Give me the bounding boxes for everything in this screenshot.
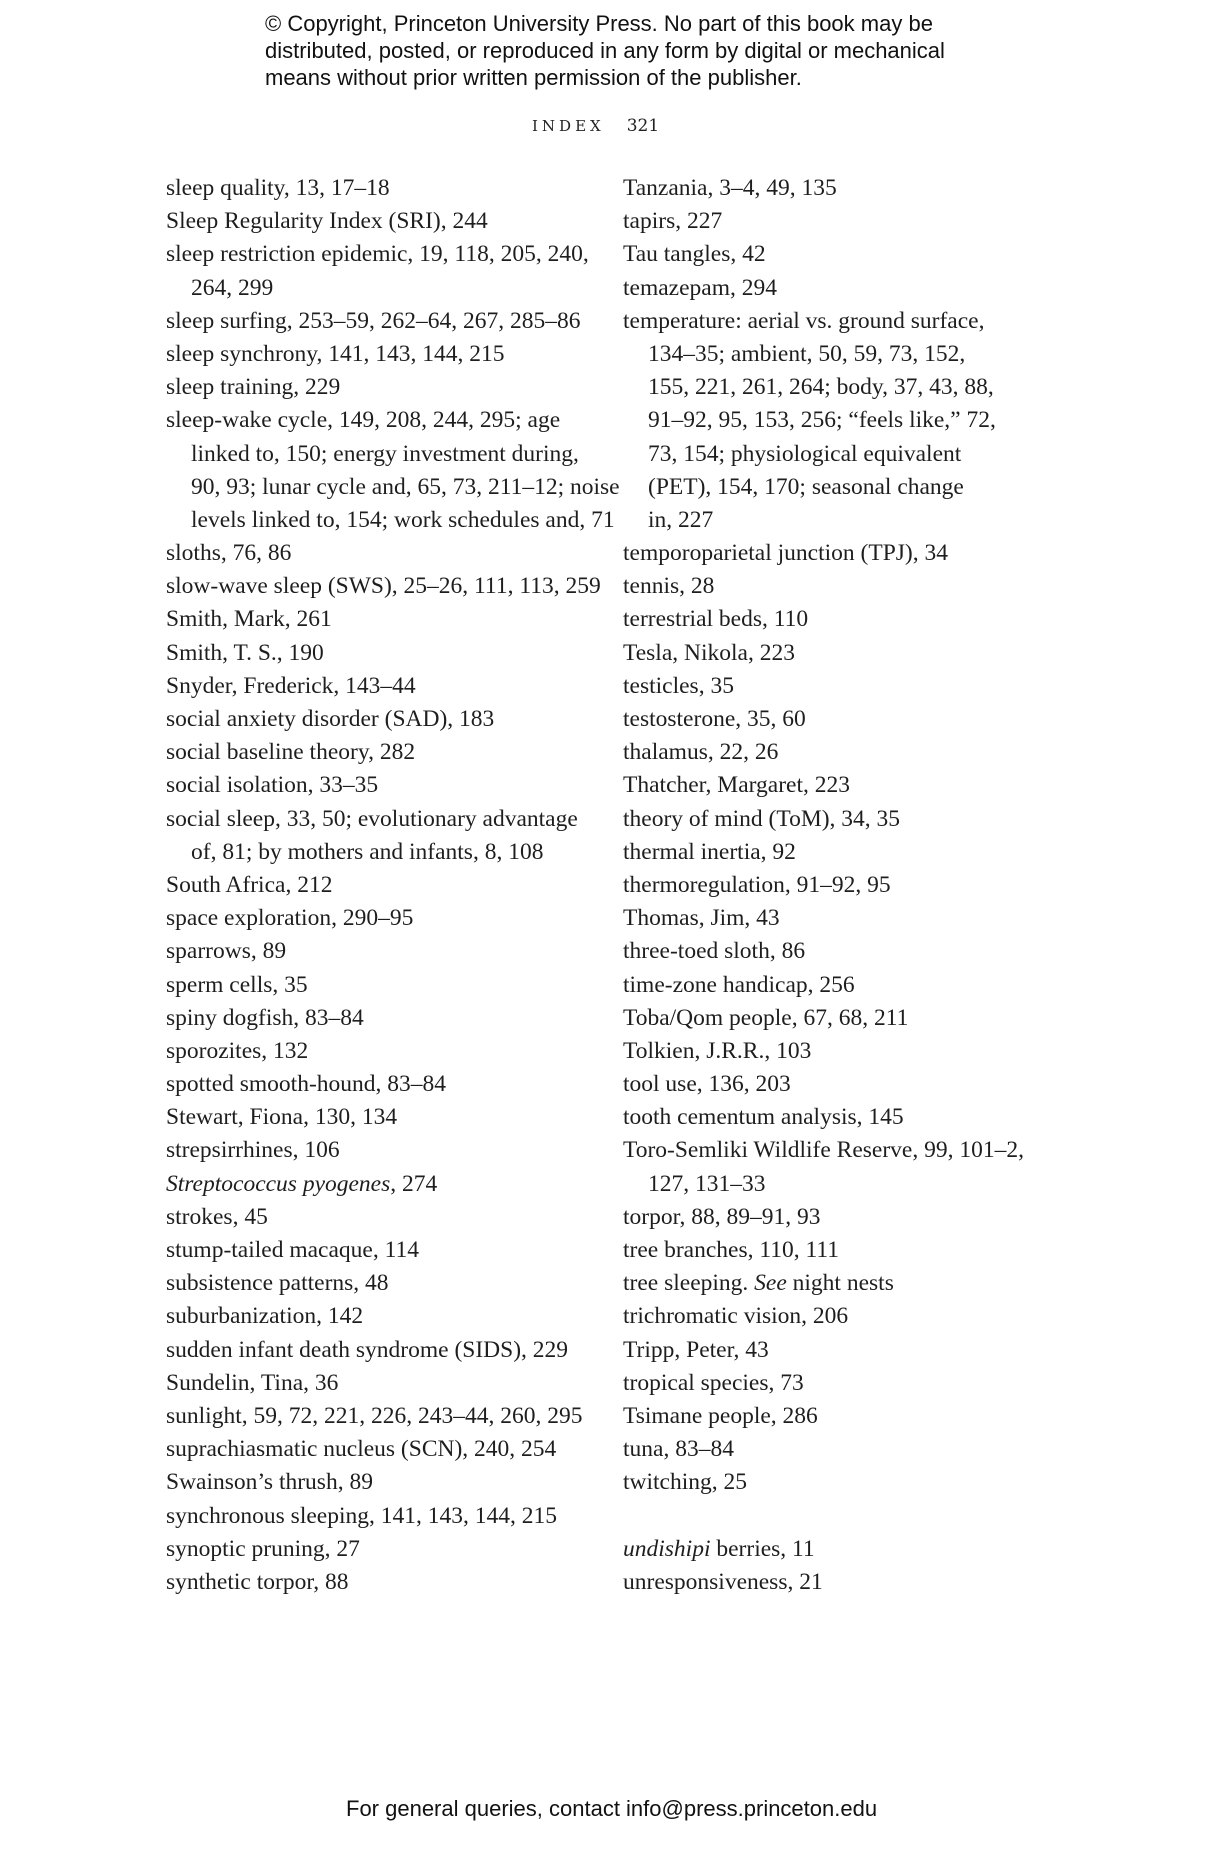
index-entry xyxy=(623,537,1053,570)
running-head-label: INDEX xyxy=(532,117,605,135)
index-entry xyxy=(166,902,596,935)
index-entry-text: temporoparietal junction (TPJ), 34 xyxy=(623,540,949,567)
index-entry xyxy=(166,935,596,968)
index-entry xyxy=(166,438,596,471)
index-entry-text: terrestrial beds, 110 xyxy=(623,606,809,633)
index-entry-text: Tolkien, J.R.R., 103 xyxy=(623,1037,812,1064)
index-entry xyxy=(166,404,596,437)
index-entry-text: Tsimane people, 286 xyxy=(623,1402,818,1429)
index-entry xyxy=(166,670,596,703)
index-entry xyxy=(166,1002,596,1035)
index-entry-text: Tanzania, 3–4, 49, 135 xyxy=(623,175,837,201)
index-entry xyxy=(166,1300,596,1333)
copyright-line: © Copyright, Princeton University Press. No part of this book may be xyxy=(265,11,933,36)
index-entry-text: tooth cementum analysis, 145 xyxy=(623,1104,904,1131)
index-entry-text: Tripp, Peter, 43 xyxy=(623,1336,769,1363)
index-entry xyxy=(166,1201,596,1234)
index-entry xyxy=(166,471,620,504)
index-entry-text: Toro-Semliki Wildlife Reserve, 99, 101–2, xyxy=(623,1137,1024,1164)
index-entry-text: space exploration, 290–95 xyxy=(166,905,414,932)
index-entry-text: testicles, 35 xyxy=(623,672,734,699)
index-entry-text: temazepam, 294 xyxy=(623,274,777,301)
index-entry xyxy=(623,1035,1053,1068)
index-entry xyxy=(623,1267,1053,1300)
index-entry xyxy=(166,1400,596,1433)
index-entry xyxy=(166,272,596,305)
index-entry-text: sperm cells, 35 xyxy=(166,971,308,998)
index-entry xyxy=(623,935,1053,968)
index-entry-text: social anxiety disorder (SAD), 183 xyxy=(166,706,495,732)
index-entry-text: synoptic pruning, 27 xyxy=(166,1535,360,1562)
index-entry-text: Stewart, Fiona, 130, 134 xyxy=(166,1104,398,1131)
index-column-left xyxy=(166,172,620,1599)
index-entry xyxy=(166,1566,596,1599)
index-entry xyxy=(623,205,1053,238)
index-entry xyxy=(623,371,1053,404)
index-entry xyxy=(166,504,615,537)
index-entry-text: tool use, 136, 203 xyxy=(623,1071,791,1098)
index-entry xyxy=(623,438,1053,471)
index-entry-text: , 274 xyxy=(390,1170,438,1197)
index-entry-text: 134–35; ambient, 50, 59, 73, 152, xyxy=(648,340,966,367)
index-entry xyxy=(623,1134,1053,1167)
index-entry xyxy=(166,238,596,271)
index-entry xyxy=(166,570,601,603)
index-entry-text: stump-tailed macaque, 114 xyxy=(166,1237,419,1263)
index-entry-text: Thomas, Jim, 43 xyxy=(623,905,780,932)
index-entry-text: sudden infant death syndrome (SIDS), 229 xyxy=(166,1336,569,1363)
index-entry-text: spiny dogfish, 83–84 xyxy=(166,1004,364,1031)
index-entry xyxy=(166,172,596,205)
index-entry-text: Toba/Qom people, 67, 68, 211 xyxy=(623,1004,909,1031)
index-entry xyxy=(623,969,1053,1002)
index-entry xyxy=(166,338,596,371)
copyright-notice xyxy=(265,10,1025,91)
index-entry xyxy=(623,670,1053,703)
index-entry-text: social sleep, 33, 50; evolutionary advantage xyxy=(166,805,578,832)
index-entry-text: Sundelin, Tina, 36 xyxy=(166,1369,339,1396)
index-entry-text: tennis, 28 xyxy=(623,573,715,600)
index-entry-text: twitching, 25 xyxy=(623,1469,748,1496)
index-entry xyxy=(623,1234,1053,1267)
index-entry xyxy=(623,1002,1053,1035)
index-entry-italic: undishipi xyxy=(623,1535,711,1562)
index-entry xyxy=(623,703,1053,736)
index-entry xyxy=(166,969,596,1002)
index-entry-text: social isolation, 33–35 xyxy=(166,772,379,799)
index-entry-text: tuna, 83–84 xyxy=(623,1436,734,1463)
index-entry xyxy=(623,869,1053,902)
copyright-line: distributed, posted, or reproduced in any form by digital or mechanical xyxy=(265,38,945,63)
index-entry-text: sleep surfing, 253–59, 262–64, 267, 285–86 xyxy=(166,307,581,334)
index-entry xyxy=(166,1500,596,1533)
index-entry-text: berries, 11 xyxy=(710,1535,815,1562)
index-entry xyxy=(623,1466,1053,1499)
index-entry-text: sleep quality, 13, 17–18 xyxy=(166,175,390,201)
index-entry xyxy=(623,1367,1053,1400)
index-entry-text: sleep synchrony, 141, 143, 144, 215 xyxy=(166,340,505,367)
index-entry-text: in, 227 xyxy=(648,506,714,533)
index-entry-text: sleep training, 229 xyxy=(166,374,341,401)
index-entry xyxy=(623,637,1053,670)
index-entry-text: tree sleeping. xyxy=(623,1270,755,1297)
index-entry-text: tropical species, 73 xyxy=(623,1369,804,1396)
index-entry xyxy=(166,736,596,769)
index-entry xyxy=(623,172,1053,205)
index-entry xyxy=(166,1433,596,1466)
index-entry-text: (PET), 154, 170; seasonal change xyxy=(648,473,964,500)
index-entry-text: 73, 154; physiological equivalent xyxy=(648,440,962,467)
index-entry xyxy=(623,1433,1053,1466)
index-entry-italic: Streptococcus pyogenes xyxy=(166,1170,391,1197)
index-entry xyxy=(166,769,596,802)
index-entry xyxy=(166,1168,596,1201)
running-head xyxy=(532,114,659,138)
index-entry xyxy=(166,1101,596,1134)
index-entry xyxy=(166,803,596,836)
index-entry xyxy=(166,1267,596,1300)
index-entry xyxy=(166,869,596,902)
index-entry-text: thalamus, 22, 26 xyxy=(623,739,779,766)
index-entry-text: levels linked to, 154; work schedules and, 71 xyxy=(191,506,615,533)
index-entry-text: sparrows, 89 xyxy=(166,938,287,965)
index-entry-text: time-zone handicap, 256 xyxy=(623,971,855,998)
index-entry xyxy=(166,1035,596,1068)
index-entry-text: testosterone, 35, 60 xyxy=(623,706,806,732)
index-entry-italic: See xyxy=(754,1270,787,1297)
index-entry xyxy=(623,1168,1053,1201)
index-entry xyxy=(166,371,596,404)
index-entry-text: 155, 221, 261, 264; body, 37, 43, 88, xyxy=(648,374,994,401)
index-gap xyxy=(623,1500,1053,1533)
index-column-right xyxy=(623,172,1053,1599)
index-entry xyxy=(166,1533,596,1566)
footer-contact: For general queries, contact info@press.princeton.edu xyxy=(346,1796,878,1821)
index-entry xyxy=(166,1367,596,1400)
index-entry xyxy=(166,1466,596,1499)
index-entry xyxy=(623,305,1053,338)
index-entry-text: Tau tangles, 42 xyxy=(623,241,766,268)
index-entry xyxy=(623,1101,1053,1134)
index-entry-text: 127, 131–33 xyxy=(648,1170,766,1197)
index-entry xyxy=(623,1201,1053,1234)
index-entry xyxy=(623,504,1053,537)
index-entry-text: synthetic torpor, 88 xyxy=(166,1568,349,1595)
index-entry-text: unresponsiveness, 21 xyxy=(623,1568,823,1595)
index-entry-text: sporozites, 132 xyxy=(166,1037,309,1064)
index-entry-text: Smith, Mark, 261 xyxy=(166,606,332,633)
index-entry-text: linked to, 150; energy investment during, xyxy=(191,440,579,467)
index-entry-text: sleep restriction epidemic, 19, 118, 205, 240, xyxy=(166,241,589,268)
index-entry xyxy=(623,1533,1053,1566)
index-entry-text: night nests xyxy=(786,1270,894,1297)
index-entry-text: 264, 299 xyxy=(191,274,274,301)
index-entry xyxy=(623,1566,1053,1599)
index-entry xyxy=(623,803,1053,836)
index-entry xyxy=(623,1400,1053,1433)
index-entry xyxy=(166,205,596,238)
index-entry-text: South Africa, 212 xyxy=(166,871,333,898)
index-entry xyxy=(623,338,1053,371)
index-entry-text: sleep-wake cycle, 149, 208, 244, 295; age xyxy=(166,407,561,434)
index-entry-text: synchronous sleeping, 141, 143, 144, 215 xyxy=(166,1502,557,1529)
index-entry-text: Snyder, Frederick, 143–44 xyxy=(166,672,416,699)
index-entry-text: Tesla, Nikola, 223 xyxy=(623,639,795,666)
index-entry xyxy=(623,769,1053,802)
index-entry xyxy=(623,736,1053,769)
index-entry-text: suprachiasmatic nucleus (SCN), 240, 254 xyxy=(166,1436,557,1463)
index-entry-text: sloths, 76, 86 xyxy=(166,540,292,567)
index-entry xyxy=(166,1134,596,1167)
index-entry-text: tree branches, 110, 111 xyxy=(623,1237,839,1263)
index-entry-text: subsistence patterns, 48 xyxy=(166,1270,389,1297)
index-entry-text: of, 81; by mothers and infants, 8, 108 xyxy=(191,838,544,865)
index-entry-text: social baseline theory, 282 xyxy=(166,739,416,766)
index-entry-text: suburbanization, 142 xyxy=(166,1303,364,1330)
index-entry-text: Thatcher, Margaret, 223 xyxy=(623,772,851,799)
index-entry xyxy=(166,1334,596,1367)
index-entry xyxy=(623,471,1053,504)
index-entry xyxy=(166,637,596,670)
index-entry-text: trichromatic vision, 206 xyxy=(623,1303,849,1330)
index-entry-text: Swainson’s thrush, 89 xyxy=(166,1469,373,1496)
index-entry-text: thermoregulation, 91–92, 95 xyxy=(623,871,891,898)
index-entry xyxy=(623,603,1053,636)
index-entry xyxy=(623,902,1053,935)
index-entry xyxy=(623,238,1053,271)
index-entry-text: spotted smooth-hound, 83–84 xyxy=(166,1071,447,1098)
index-entry-text: Sleep Regularity Index (SRI), 244 xyxy=(166,208,488,235)
index-entry-text: torpor, 88, 89–91, 93 xyxy=(623,1203,821,1230)
index-entry-text: strepsirrhines, 106 xyxy=(166,1137,340,1164)
index-entry-text: tapirs, 227 xyxy=(623,208,723,235)
page-number: 321 xyxy=(626,116,660,136)
index-entry xyxy=(166,703,596,736)
index-entry-text: Smith, T. S., 190 xyxy=(166,639,324,666)
index-entry xyxy=(623,570,1053,603)
index-entry xyxy=(166,1068,596,1101)
index-entry-text: sunlight, 59, 72, 221, 226, 243–44, 260, 295 xyxy=(166,1402,583,1429)
index-entry-text: 91–92, 95, 153, 256; “feels like,” 72, xyxy=(648,407,996,434)
index-entry xyxy=(166,603,596,636)
index-entry-text: three-toed sloth, 86 xyxy=(623,938,806,965)
index-entry xyxy=(623,1334,1053,1367)
index-entry xyxy=(623,272,1053,305)
index-entry xyxy=(166,305,596,338)
index-entry xyxy=(623,836,1053,869)
index-entry xyxy=(623,404,1053,437)
index-entry xyxy=(623,1068,1053,1101)
index-entry-text: slow-wave sleep (SWS), 25–26, 111, 113, 259 xyxy=(166,573,601,600)
index-entry-text: theory of mind (ToM), 34, 35 xyxy=(623,805,901,832)
index-entry-text: temperature: aerial vs. ground surface, xyxy=(623,307,985,334)
index-entry xyxy=(623,1300,1053,1333)
copyright-line: means without prior written permission of the publisher. xyxy=(265,65,802,90)
index-entry-text: strokes, 45 xyxy=(166,1203,268,1230)
index-entry xyxy=(166,836,596,869)
index-entry xyxy=(166,537,596,570)
index-entry-text: 90, 93; lunar cycle and, 65, 73, 211–12; noise xyxy=(191,473,620,500)
index-entry xyxy=(166,1234,596,1267)
index-entry-text: thermal inertia, 92 xyxy=(623,838,796,865)
